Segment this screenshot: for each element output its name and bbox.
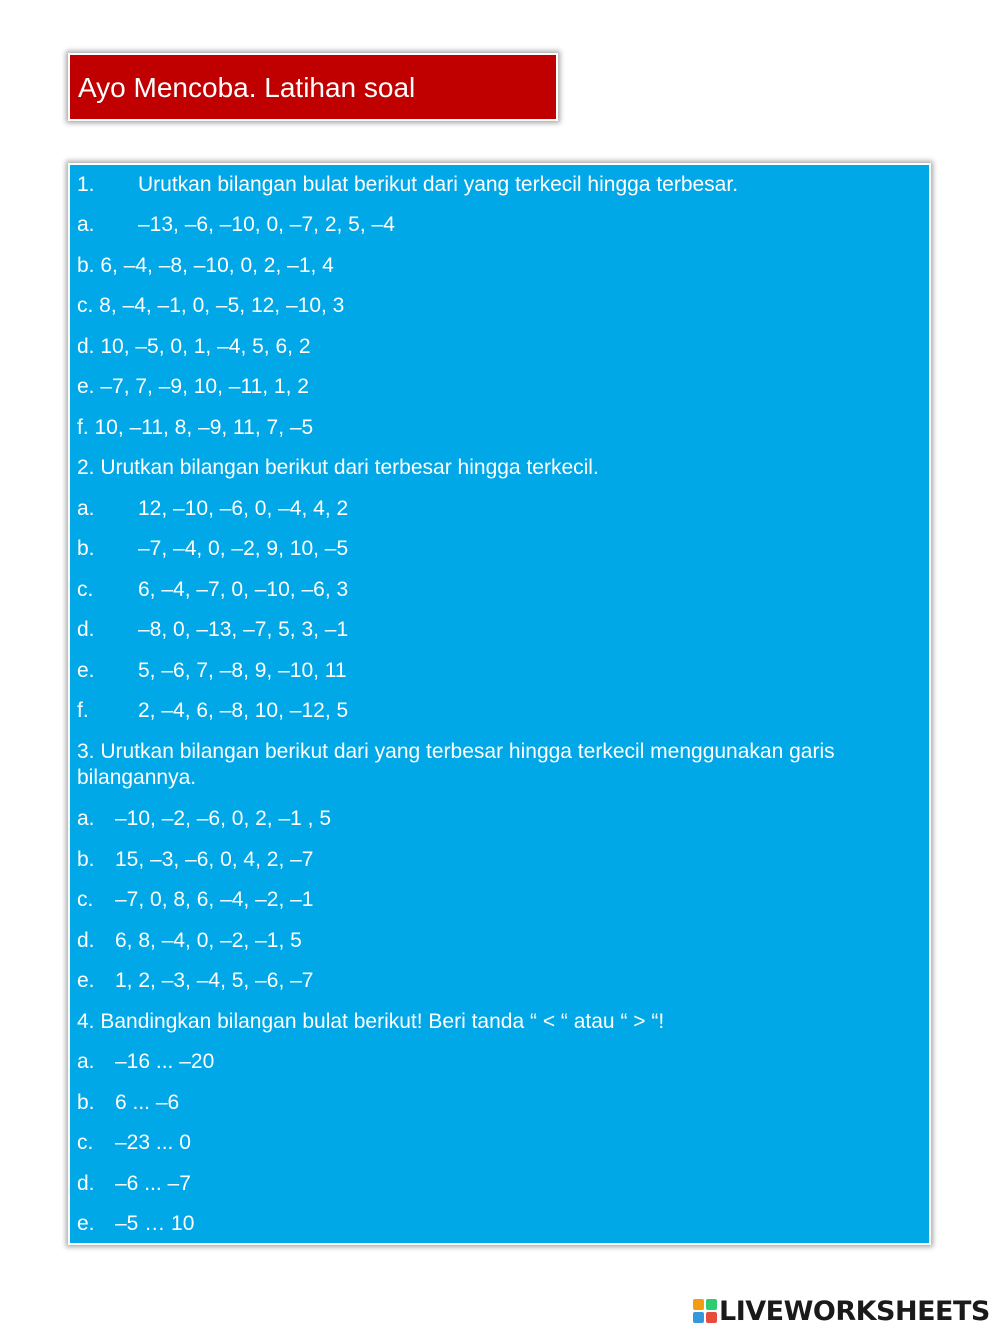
question-2-item-f: f. 2, –4, 6, –8, 10, –12, 5 [77,699,349,722]
question-3-item-b: b. 15, –3, –6, 0, 4, 2, –7 [77,848,314,871]
question-4-heading: 4. Bandingkan bilangan bulat berikut! Beri tanda “ < “ atau “ > “! [77,1010,665,1033]
question-4-item-e: e. –5 … 10 [77,1212,195,1235]
exercise-panel [68,163,931,1245]
question-1-item-f: f. 10, –11, 8, –9, 11, 7, –5 [77,416,314,439]
question-4-item-c: c. –23 ... 0 [77,1131,191,1154]
liveworksheets-grid-icon [693,1299,717,1323]
logo-tile-2 [706,1299,717,1310]
question-4-item-a: a. –16 ... –20 [77,1050,215,1073]
question-3-item-c: c. –7, 0, 8, 6, –4, –2, –1 [77,888,314,911]
question-1-item-d: d. 10, –5, 0, 1, –4, 5, 6, 2 [77,335,311,358]
question-4-item-b: b. 6 ... –6 [77,1091,180,1114]
title-banner [68,53,558,121]
question-1-heading: 1. Urutkan bilangan bulat berikut dari yang terkecil hingga terbesar. [77,173,739,196]
question-1-item-b: b. 6, –4, –8, –10, 0, 2, –1, 4 [77,254,334,277]
question-3-item-e: e. 1, 2, –3, –4, 5, –6, –7 [77,969,314,992]
logo-text: LIVEWORKSHEETS [719,1295,990,1327]
question-3-heading: 3. Urutkan bilangan berikut dari yang terbesar hingga terkecil menggunakan garis bilangannya. [77,740,835,789]
question-2-heading: 2. Urutkan bilangan berikut dari terbesar hingga terkecil. [77,456,599,479]
question-2-item-e: e. 5, –6, 7, –8, 9, –10, 11 [77,659,347,682]
logo-tile-1 [693,1299,704,1310]
question-1-item-a: a. –13, –6, –10, 0, –7, 2, 5, –4 [77,213,395,236]
logo-tile-4 [706,1312,717,1323]
page-title: Ayo Mencoba. Latihan soal [78,72,416,103]
question-4-item-d: d. –6 ... –7 [77,1172,191,1195]
question-3-item-d: d. 6, 8, –4, 0, –2, –1, 5 [77,929,302,952]
question-2-item-b: b. –7, –4, 0, –2, 9, 10, –5 [77,537,349,560]
question-2-item-d: d. –8, 0, –13, –7, 5, 3, –1 [77,618,349,641]
question-1-item-e: e. –7, 7, –9, 10, –11, 1, 2 [77,375,309,398]
logo-tile-3 [693,1312,704,1323]
question-2-item-a: a. 12, –10, –6, 0, –4, 4, 2 [77,497,349,520]
question-3-item-a: a. –10, –2, –6, 0, 2, –1 , 5 [77,807,331,830]
question-1-item-c: c. 8, –4, –1, 0, –5, 12, –10, 3 [77,294,345,317]
question-2-item-c: c. 6, –4, –7, 0, –10, –6, 3 [77,578,349,601]
liveworksheets-logo[interactable] [693,1294,990,1328]
